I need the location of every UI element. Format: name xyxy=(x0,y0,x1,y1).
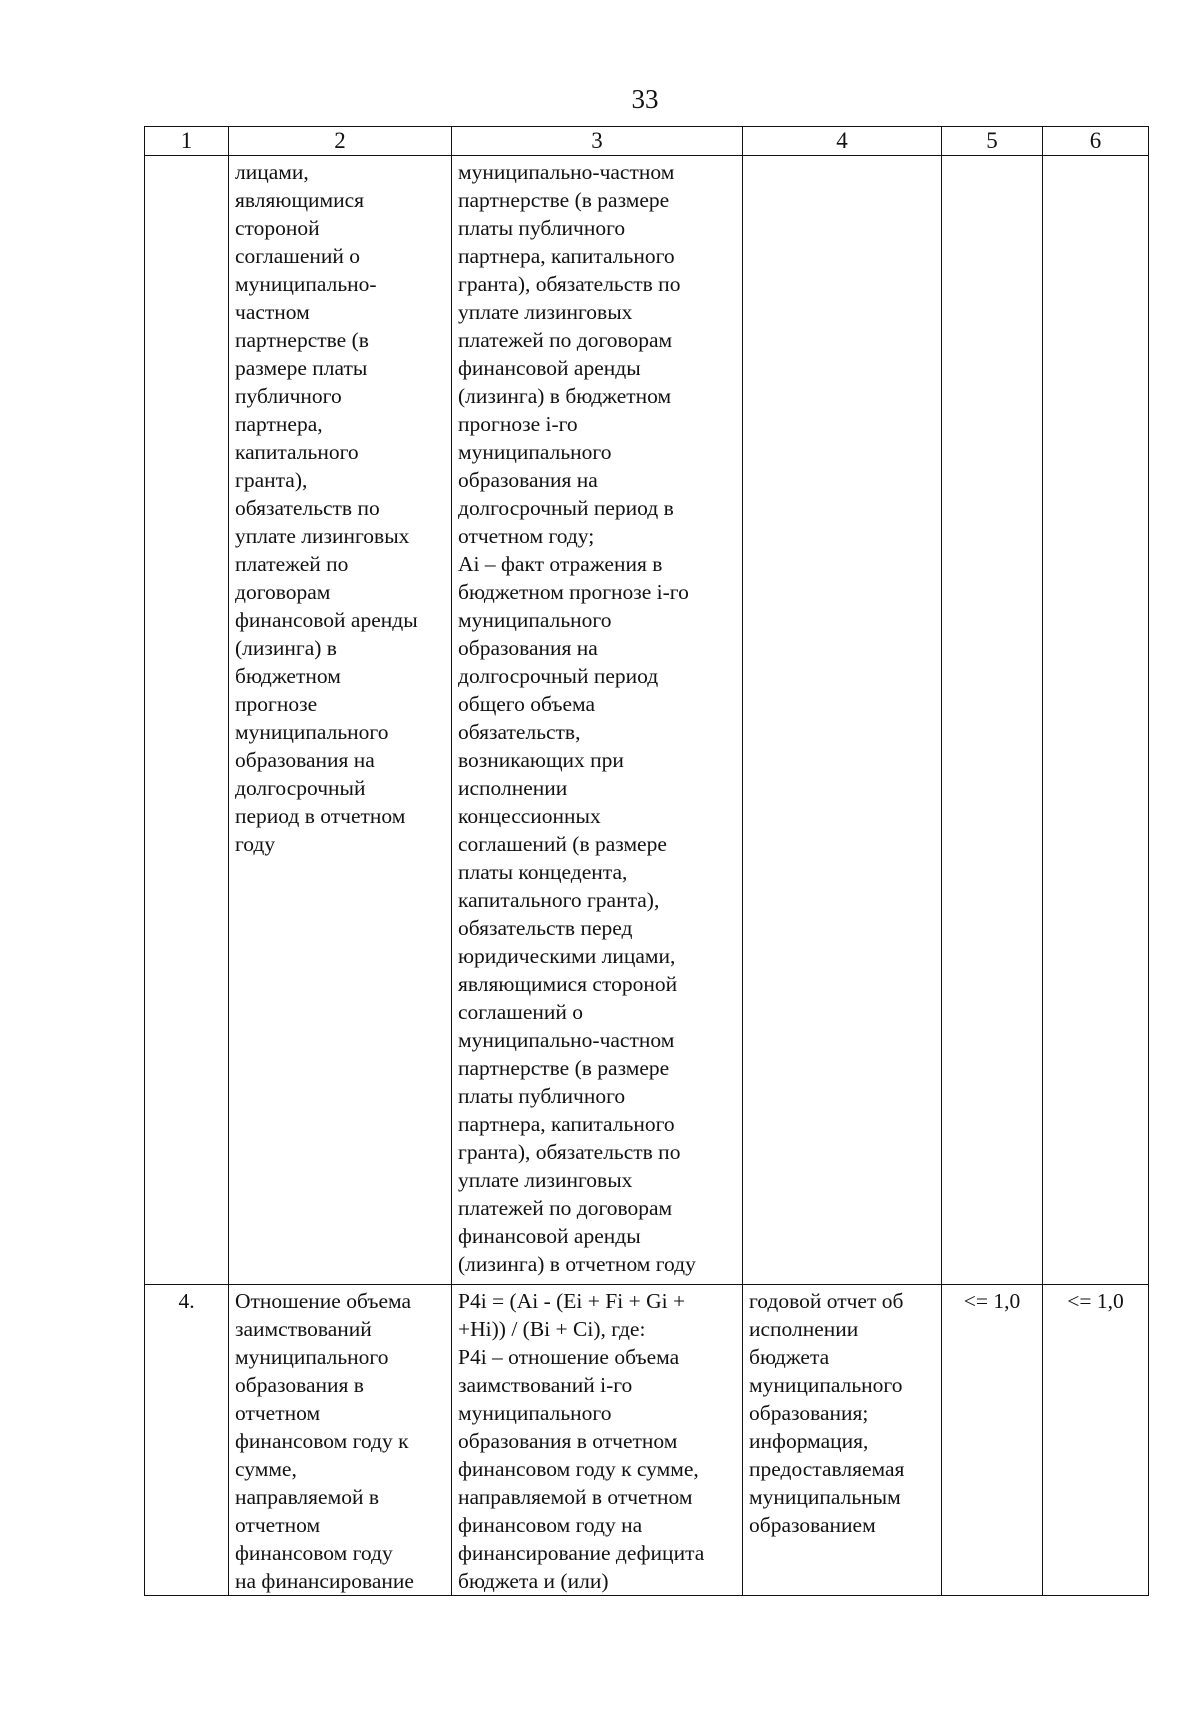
text-line: годовой отчет об xyxy=(749,1289,904,1313)
text-line: концессионных xyxy=(458,804,601,828)
text-line: обязательств, xyxy=(458,720,581,744)
text-line: финансовом году на xyxy=(458,1513,643,1537)
text-line: (лизинга) в бюджетном xyxy=(458,384,672,408)
text-line: предоставляемая xyxy=(749,1457,905,1481)
text-line: партнера, капитального xyxy=(458,1112,675,1136)
text-line: являющимися xyxy=(235,188,365,212)
text-line: финансовой аренды xyxy=(458,1224,641,1248)
text-line: муниципального xyxy=(458,440,612,464)
text-line: заимствований xyxy=(235,1317,372,1341)
table-row-continuation xyxy=(145,156,1149,1285)
text-line: информация, xyxy=(749,1429,869,1453)
indicator-cell xyxy=(229,1285,452,1596)
text-line: сумме, xyxy=(235,1457,297,1481)
row-number-cell: 4. xyxy=(145,1285,229,1596)
text-line: финансовом году xyxy=(235,1541,393,1565)
table-row-4 xyxy=(145,1285,1149,1596)
text-line: муниципальным xyxy=(749,1485,901,1509)
text-line: долгосрочный период в xyxy=(458,496,674,520)
text-line: муниципально-частном xyxy=(458,1028,675,1052)
text-line: частном xyxy=(235,300,310,324)
text-line: финансовой аренды xyxy=(235,608,418,632)
text-line: партнера, xyxy=(235,412,323,436)
text-line: образования на xyxy=(235,748,375,772)
indicator-cell xyxy=(229,156,452,1285)
text-line: общего объема xyxy=(458,692,596,716)
text-line: платы публичного xyxy=(458,216,626,240)
text-line: гранта), обязательств по xyxy=(458,1140,681,1164)
text-line: году xyxy=(235,832,276,856)
row-number-cell xyxy=(145,156,229,1285)
text-line: возникающих при xyxy=(458,748,624,772)
value-cell-6 xyxy=(1043,156,1149,1285)
text-line: уплате лизинговых xyxy=(235,524,410,548)
text-line: капитального гранта), xyxy=(458,888,660,912)
text-line: Отношение объема xyxy=(235,1289,412,1313)
text-line: финансовой аренды xyxy=(458,356,641,380)
text-line: направляемой в отчетном xyxy=(458,1485,693,1509)
indicators-table xyxy=(144,126,1149,1596)
text-line: на финансирование xyxy=(235,1569,414,1593)
text-line: гранта), обязательств по xyxy=(458,272,681,296)
text-line: муниципального xyxy=(235,1345,389,1369)
text-line: финансовом году к xyxy=(235,1429,409,1453)
text-line: образования на xyxy=(458,468,598,492)
text-line: обязательств перед xyxy=(458,916,633,940)
text-line: образования в xyxy=(235,1373,364,1397)
text-line: стороной xyxy=(235,216,320,240)
text-line: (лизинга) в отчетном году xyxy=(458,1252,696,1276)
text-line: партнера, капитального xyxy=(458,244,675,268)
text-line: платы публичного xyxy=(458,1084,626,1108)
text-line: уплате лизинговых xyxy=(458,300,633,324)
text-line: Ai – факт отражения в xyxy=(458,552,663,576)
text-line: соглашений (в размере xyxy=(458,832,667,856)
header-cell-6: 6 xyxy=(1043,127,1149,156)
text-line: муниципально-частном xyxy=(458,160,675,184)
text-line: партнерстве (в размере xyxy=(458,188,670,212)
text-line: муниципально- xyxy=(235,272,377,296)
text-line: являющимися стороной xyxy=(458,972,678,996)
text-line: капитального xyxy=(235,440,359,464)
text-line: муниципального xyxy=(235,720,389,744)
text-line: юридическими лицами, xyxy=(458,944,676,968)
text-line: исполнении xyxy=(458,776,568,800)
text-line: бюджета и (или) xyxy=(458,1569,609,1593)
text-line: платы концедента, xyxy=(458,860,628,884)
table-header-row xyxy=(145,127,1149,156)
text-line: платежей по xyxy=(235,552,349,576)
text-line: обязательств по xyxy=(235,496,380,520)
source-cell xyxy=(743,156,942,1285)
formula-cell xyxy=(452,1285,743,1596)
text-line: долгосрочный xyxy=(235,776,366,800)
text-line: направляемой в xyxy=(235,1485,379,1509)
text-line: образования в отчетном xyxy=(458,1429,678,1453)
text-line: публичного xyxy=(235,384,342,408)
text-line: соглашений о xyxy=(458,1000,584,1024)
text-line: финансирование дефицита xyxy=(458,1541,705,1565)
text-line: партнерстве (в размере xyxy=(458,1056,670,1080)
text-line: муниципального xyxy=(458,608,612,632)
text-line: образованием xyxy=(749,1513,876,1537)
value-cell-6: <= 1,0 xyxy=(1043,1285,1149,1596)
text-line: P4i = (Ai - (Ei + Fi + Gi + xyxy=(458,1289,686,1313)
header-cell-1: 1 xyxy=(145,127,229,156)
text-line: (лизинга) в xyxy=(235,636,337,660)
text-line: период в отчетном xyxy=(235,804,406,828)
text-line: уплате лизинговых xyxy=(458,1168,633,1192)
text-line: гранта), xyxy=(235,468,308,492)
text-line: образования на xyxy=(458,636,598,660)
header-cell-4: 4 xyxy=(743,127,942,156)
text-line: договорам xyxy=(235,580,331,604)
text-line: лицами, xyxy=(235,160,309,184)
text-line: отчетном xyxy=(235,1513,321,1537)
formula-cell xyxy=(452,156,743,1285)
text-line: прогнозе i-го xyxy=(458,412,578,436)
header-cell-2: 2 xyxy=(229,127,452,156)
value-cell-5 xyxy=(942,156,1043,1285)
value-cell-5: <= 1,0 xyxy=(942,1285,1043,1596)
text-line: +Hi)) / (Bi + Ci), где: xyxy=(458,1317,646,1341)
text-line: отчетном xyxy=(235,1401,321,1425)
text-line: платежей по договорам xyxy=(458,1196,673,1220)
text-line: финансовом году к сумме, xyxy=(458,1457,699,1481)
text-line: отчетном году; xyxy=(458,524,595,548)
text-line: бюджетном прогнозе i-го xyxy=(458,580,689,604)
text-line: соглашений о xyxy=(235,244,361,268)
header-cell-5: 5 xyxy=(942,127,1043,156)
text-line: размере платы xyxy=(235,356,368,380)
page-number: 33 xyxy=(631,84,659,114)
text-line: бюджетном xyxy=(235,664,341,688)
text-line: платежей по договорам xyxy=(458,328,673,352)
header-cell-3: 3 xyxy=(452,127,743,156)
text-line: долгосрочный период xyxy=(458,664,659,688)
text-line: муниципального xyxy=(749,1373,903,1397)
text-line: бюджета xyxy=(749,1345,830,1369)
text-line: P4i – отношение объема xyxy=(458,1345,680,1369)
text-line: муниципального xyxy=(458,1401,612,1425)
text-line: прогнозе xyxy=(235,692,318,716)
text-line: исполнении xyxy=(749,1317,859,1341)
source-cell xyxy=(743,1285,942,1596)
text-line: партнерстве (в xyxy=(235,328,369,352)
text-line: образования; xyxy=(749,1401,869,1425)
text-line: заимствований i-го xyxy=(458,1373,633,1397)
